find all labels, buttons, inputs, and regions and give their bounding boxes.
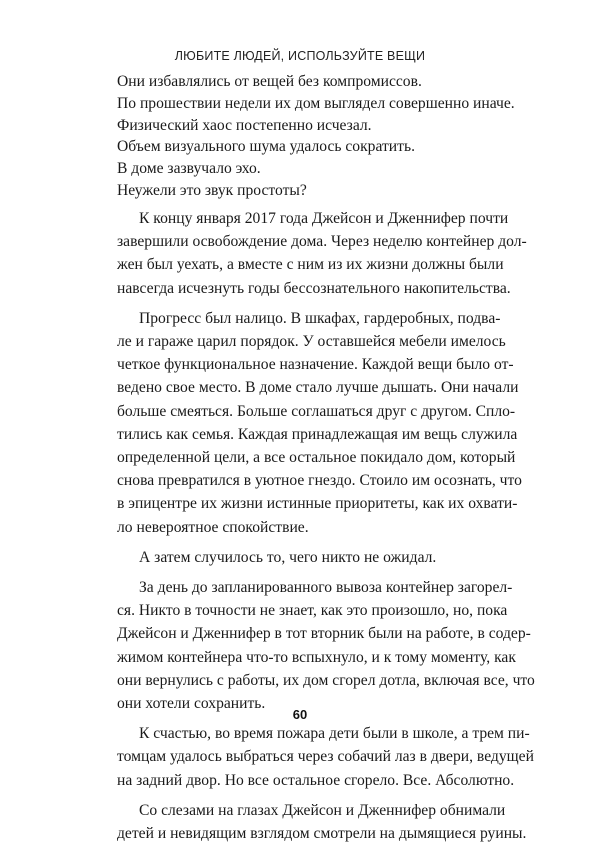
paragraph-line: они вернулись с работы, их дом сгорел дотла, включая все, что — [117, 671, 535, 689]
paragraph — [117, 546, 498, 569]
paragraph — [117, 307, 522, 539]
paragraph-line: снова превратился в уютное гнездо. Стоило им осознать, что — [117, 472, 522, 490]
paragraph-line: За день до запланированного вывоза контейнер загорел- — [139, 579, 513, 597]
paragraph-line: тились как семья. Каждая принадлежащая им вещь служила — [117, 425, 518, 443]
paragraph-line: определенной цели, а все остальное покидало дом, который — [117, 449, 516, 467]
paragraph-line: Со слезами на глазах Джейсон и Дженнифер обнимали — [139, 801, 506, 819]
paragraph-line: больше смеяться. Больше соглашаться друг с другом. Спло- — [117, 402, 516, 420]
paragraph-line: ле и гараже царил порядок. У оставшейся мебели имелось — [117, 333, 506, 351]
paragraph — [117, 799, 527, 845]
poem-block — [117, 71, 517, 202]
poem-line: По прошествии недели их дом выглядел совершенно иначе. — [117, 94, 515, 112]
paragraph — [117, 576, 535, 715]
paragraph-line: жен был уехать, а вместе с ним из их жизни должны были — [117, 256, 504, 274]
paragraph-line: ся. Никто в точности не знает, как это произошло, но, пока — [117, 602, 508, 620]
running-head: ЛЮБИТЕ ЛЮДЕЙ, ИСПОЛЬЗУЙТЕ ВЕЩИ — [174, 49, 426, 63]
paragraph-line: завершили освобождение дома. Через неделю контейнер дол- — [117, 233, 527, 251]
paragraph-line: ведено свое место. В доме стало лучше дышать. Они начали — [117, 379, 519, 397]
poem-line: Неужели это звук простоты? — [117, 181, 307, 199]
paragraph-line: жимом контейнера что-то вспыхнуло, и к тому моменту, как — [117, 648, 516, 666]
paragraph-line: Джейсон и Дженнифер в тот вторник были на работе, в содер- — [117, 625, 531, 643]
poem-line: Они избавлялись от вещей без компромиссов. — [117, 73, 422, 90]
paragraph — [117, 722, 534, 792]
paragraph — [117, 207, 527, 300]
paragraph-line: К счастью, во время пожара дети были в школе, а трем пи- — [139, 725, 530, 743]
paragraph-line: четкое функциональное назначение. Каждой вещи было от- — [117, 356, 514, 374]
page-number: 60 — [292, 707, 308, 722]
paragraph-line: Прогресс был налицо. В шкафах, гардеробных, подва- — [139, 309, 501, 327]
body-text — [117, 207, 535, 852]
poem-line: Объем визуального шума удалось сократить. — [117, 138, 415, 156]
paragraph-line: они хотели сохранить. — [117, 695, 266, 713]
paragraph-line: на задний двор. Но все остальное сгорело. Все. Абсолютно. — [117, 771, 515, 789]
paragraph-line: в эпицентре их жизни истинные приоритеты, как их охвати- — [117, 495, 518, 513]
poem-line: В доме зазвучало эхо. — [117, 160, 261, 178]
poem-line: Физический хаос постепенно исчезал. — [117, 116, 372, 134]
paragraph-line: А затем случилось то, чего никто не ожидал. — [139, 548, 437, 566]
paragraph-line: К концу января 2017 года Джейсон и Дженнифер почти — [139, 210, 509, 227]
paragraph-line: навсегда исчезнуть годы бессознательного накопительства. — [117, 279, 511, 297]
paragraph-line: томцам удалось выбраться через собачий лаз в двери, ведущей — [117, 748, 534, 766]
paragraph-line: детей и невидящим взглядом смотрели на дымящиеся руины. — [117, 825, 527, 843]
paragraph-line: ло невероятное спокойствие. — [117, 518, 309, 536]
